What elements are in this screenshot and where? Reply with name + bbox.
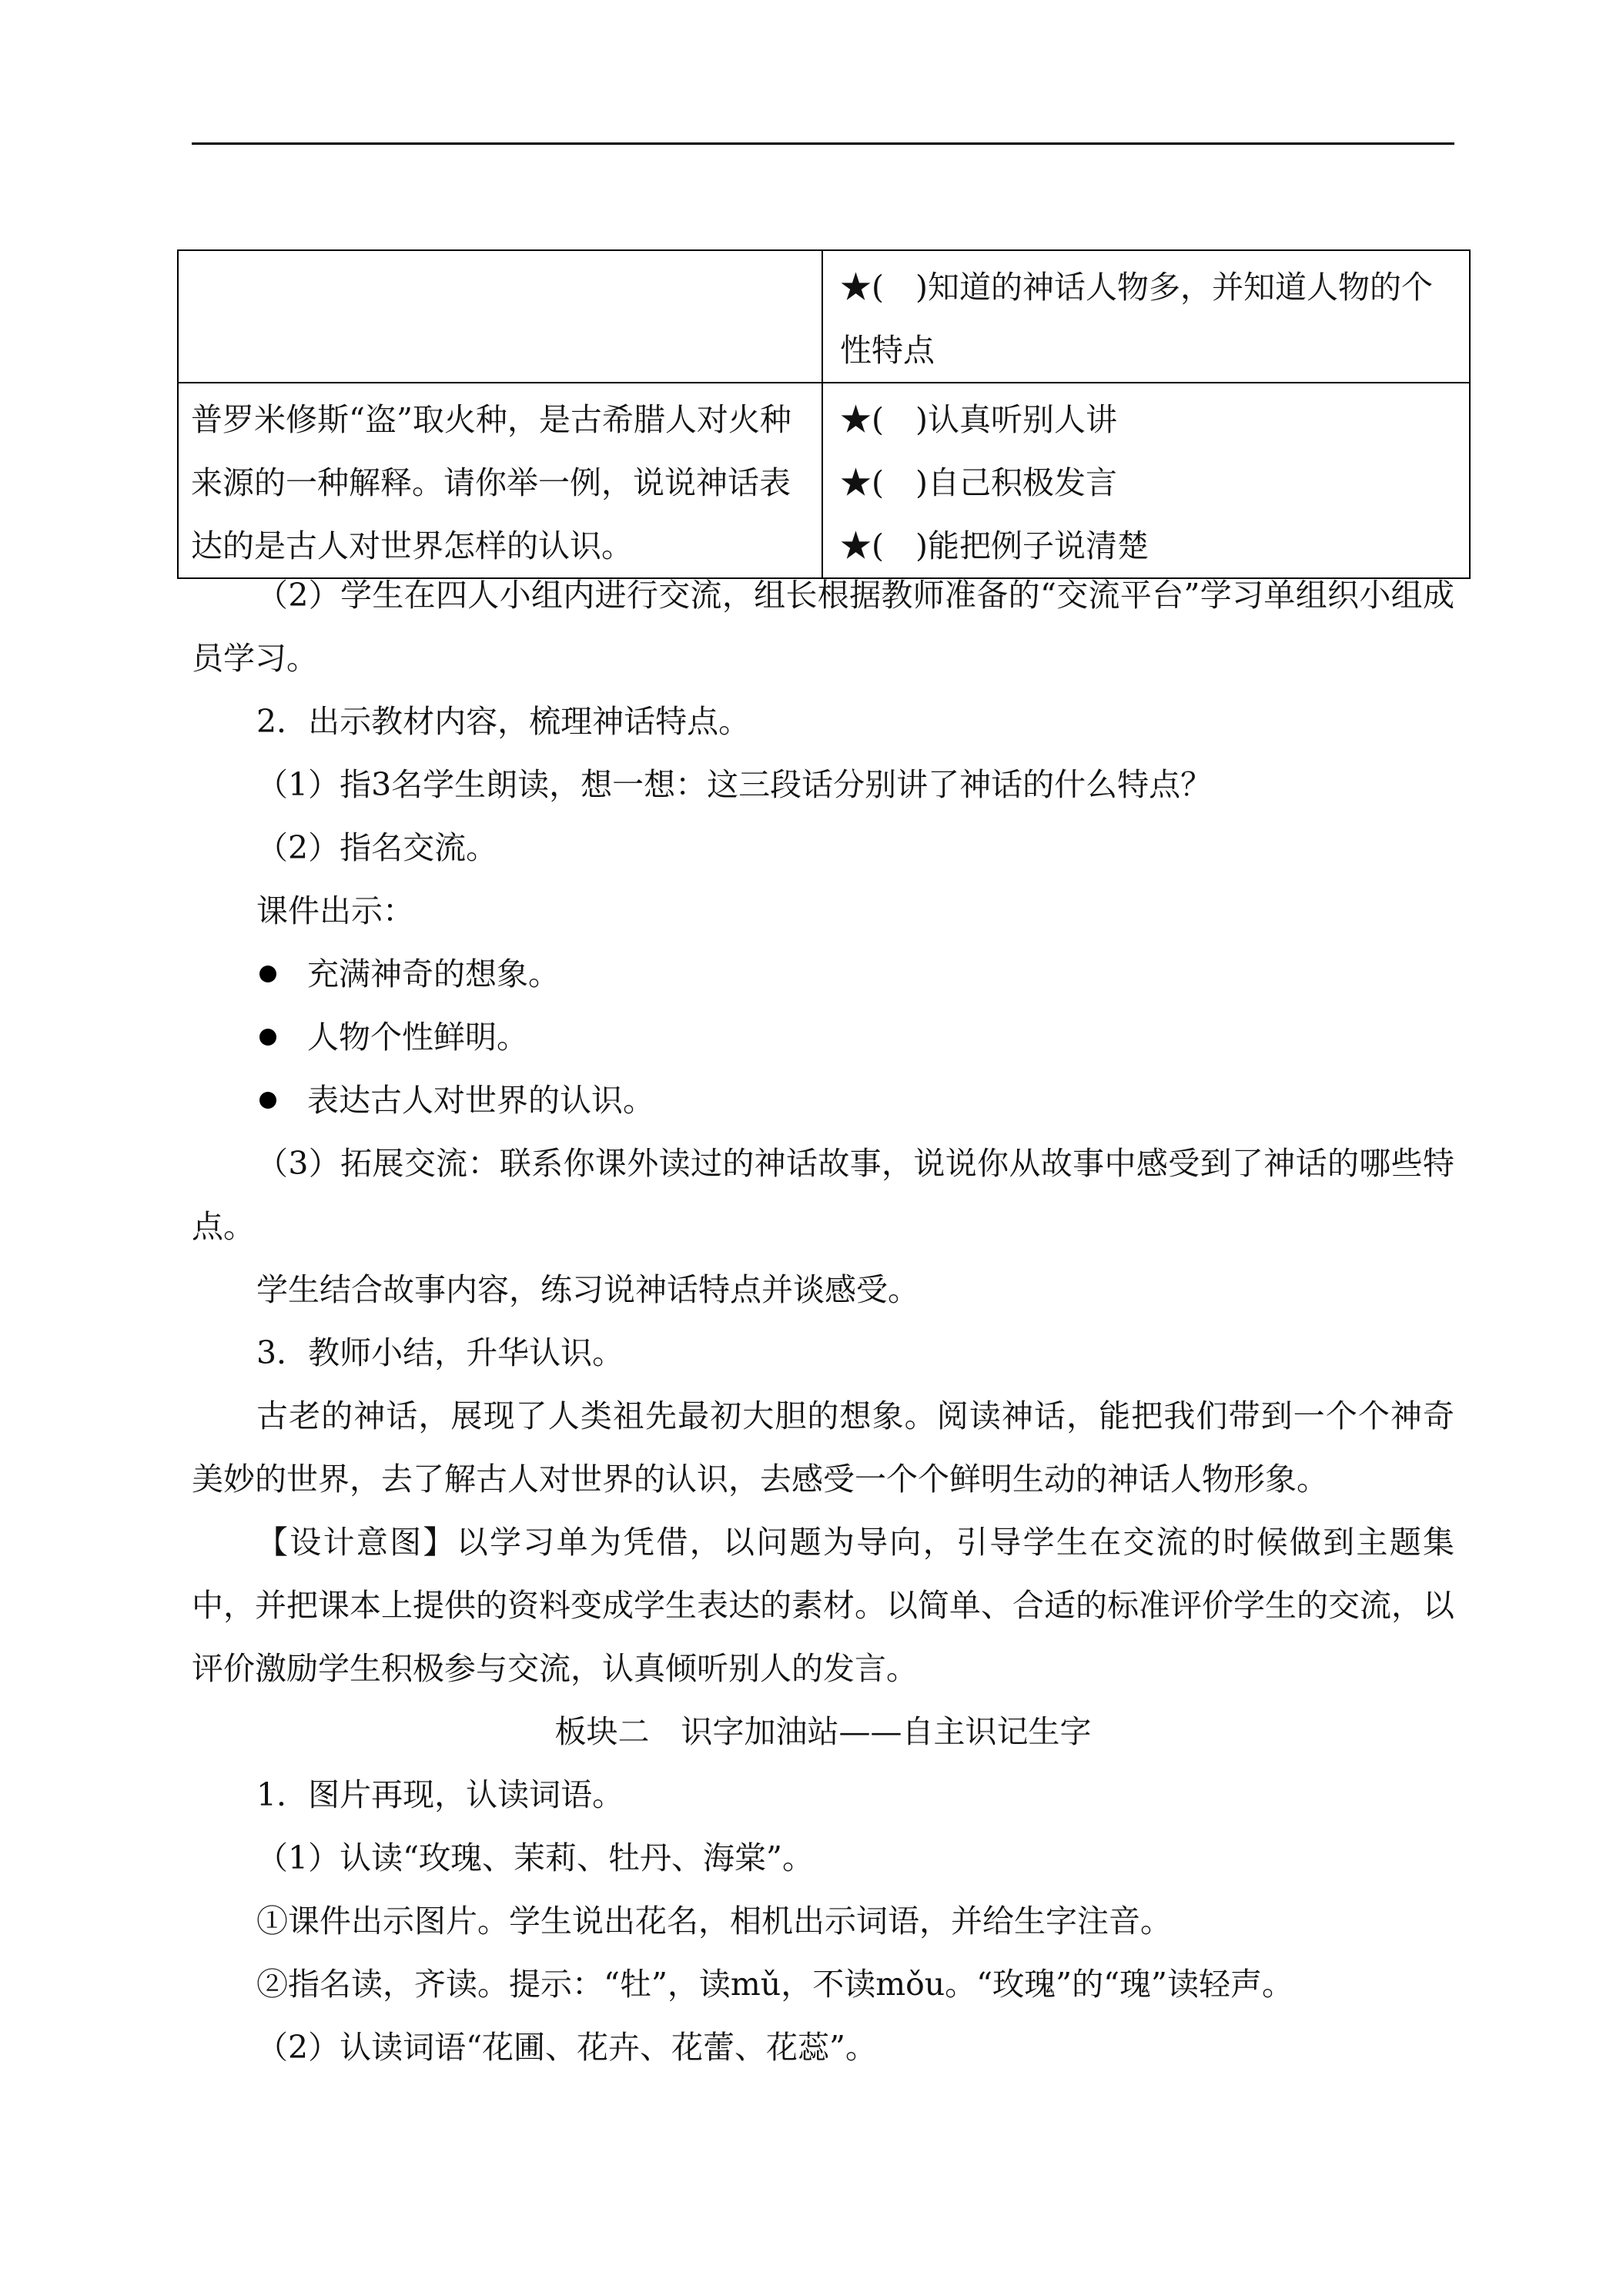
step2-item2: （2）指名交流。: [256, 829, 498, 866]
criterion-item: ★( )自己积极发言: [840, 464, 1117, 501]
section2-circle-item1: ①课件出示图片。学生说出花名，相机出示词语，并给生字注音。: [256, 1903, 1172, 1940]
step3-title: 3．教师小结，升华认识。: [256, 1334, 624, 1371]
table-cell-criteria: [822, 383, 1470, 578]
table-row: [178, 383, 1470, 578]
design-intent: 【设计意图】以学习单为凭借，以问题为导向，引导学生在交流的时候做到主题集中，并把课本上提供的资料变成学生表达的素材。以简单、合适的标准评价学生的交流，以评价激励学生积极参与交流，认真倾听别人的发言。: [192, 1524, 1454, 1687]
teacher-summary: 古老的神话，展现了人类祖先最初大胆的想象。阅读神话，能把我们带到一个个神奇美妙的世界，去了解古人对世界的认识，去感受一个个鲜明生动的神话人物形象。: [192, 1397, 1454, 1498]
section2-circle-item2: ②指名读，齐读。提示：“牡”，读mǔ，不读mǒu。“玫瑰”的“瑰”读轻声。: [256, 1966, 1294, 2003]
header-rule: [192, 142, 1454, 145]
section2-step1-item2: （2）认读词语“花圃、花卉、花蕾、花蕊”。: [256, 2029, 878, 2066]
bullet-icon: [259, 1029, 276, 1046]
criterion-item: ★( )能把例子说清楚: [840, 527, 1149, 564]
step2-title: 2．出示教材内容，梳理神话特点。: [256, 703, 751, 740]
bullet-icon: [259, 966, 276, 982]
section2-step1-item1: （1）认读“玫瑰、茉莉、牡丹、海棠”。: [256, 1839, 815, 1876]
section2-step1: 1．图片再现，认读词语。: [256, 1776, 624, 1813]
students-practice: 学生结合故事内容，练习说神话特点并谈感受。: [256, 1271, 919, 1308]
bullet-item: 表达古人对世界的认识。: [259, 1069, 1454, 1132]
table-cell-criteria: [822, 250, 1470, 383]
step2-item1: （1）指3名学生朗读，想一想：这三段话分别讲了神话的什么特点？: [256, 766, 1213, 803]
criterion-item: ★( )知道的神话人物多，并知道人物的个性特点: [840, 269, 1433, 369]
table-cell-question: 普罗米修斯“盗”取火种，是古希腊人对火种来源的一种解释。请你举一例，说说神话表达的是古人对世界怎样的认识。: [178, 383, 822, 578]
evaluation-table: [177, 249, 1471, 579]
section-heading: 板块二 识字加油站——自主识记生字: [554, 1713, 1092, 1750]
step2-item3: （3）拓展交流：联系你课外读过的神话故事，说说你从故事中感受到了神话的哪些特点。: [192, 1145, 1454, 1245]
bullet-item: 人物个性鲜明。: [259, 1006, 1454, 1069]
bullet-icon: [259, 1092, 276, 1109]
paragraph-group-discussion: （2）学生在四人小组内进行交流，组长根据教师准备的“交流平台”学习单组织小组成员学习。: [192, 577, 1454, 677]
table-row: [178, 250, 1470, 383]
criterion-item: ★( )认真听别人讲: [840, 401, 1117, 438]
table-cell-question: [178, 250, 822, 383]
courseware-label: 课件出示：: [256, 892, 414, 929]
bullet-item: 充满神奇的想象。: [259, 942, 1454, 1006]
